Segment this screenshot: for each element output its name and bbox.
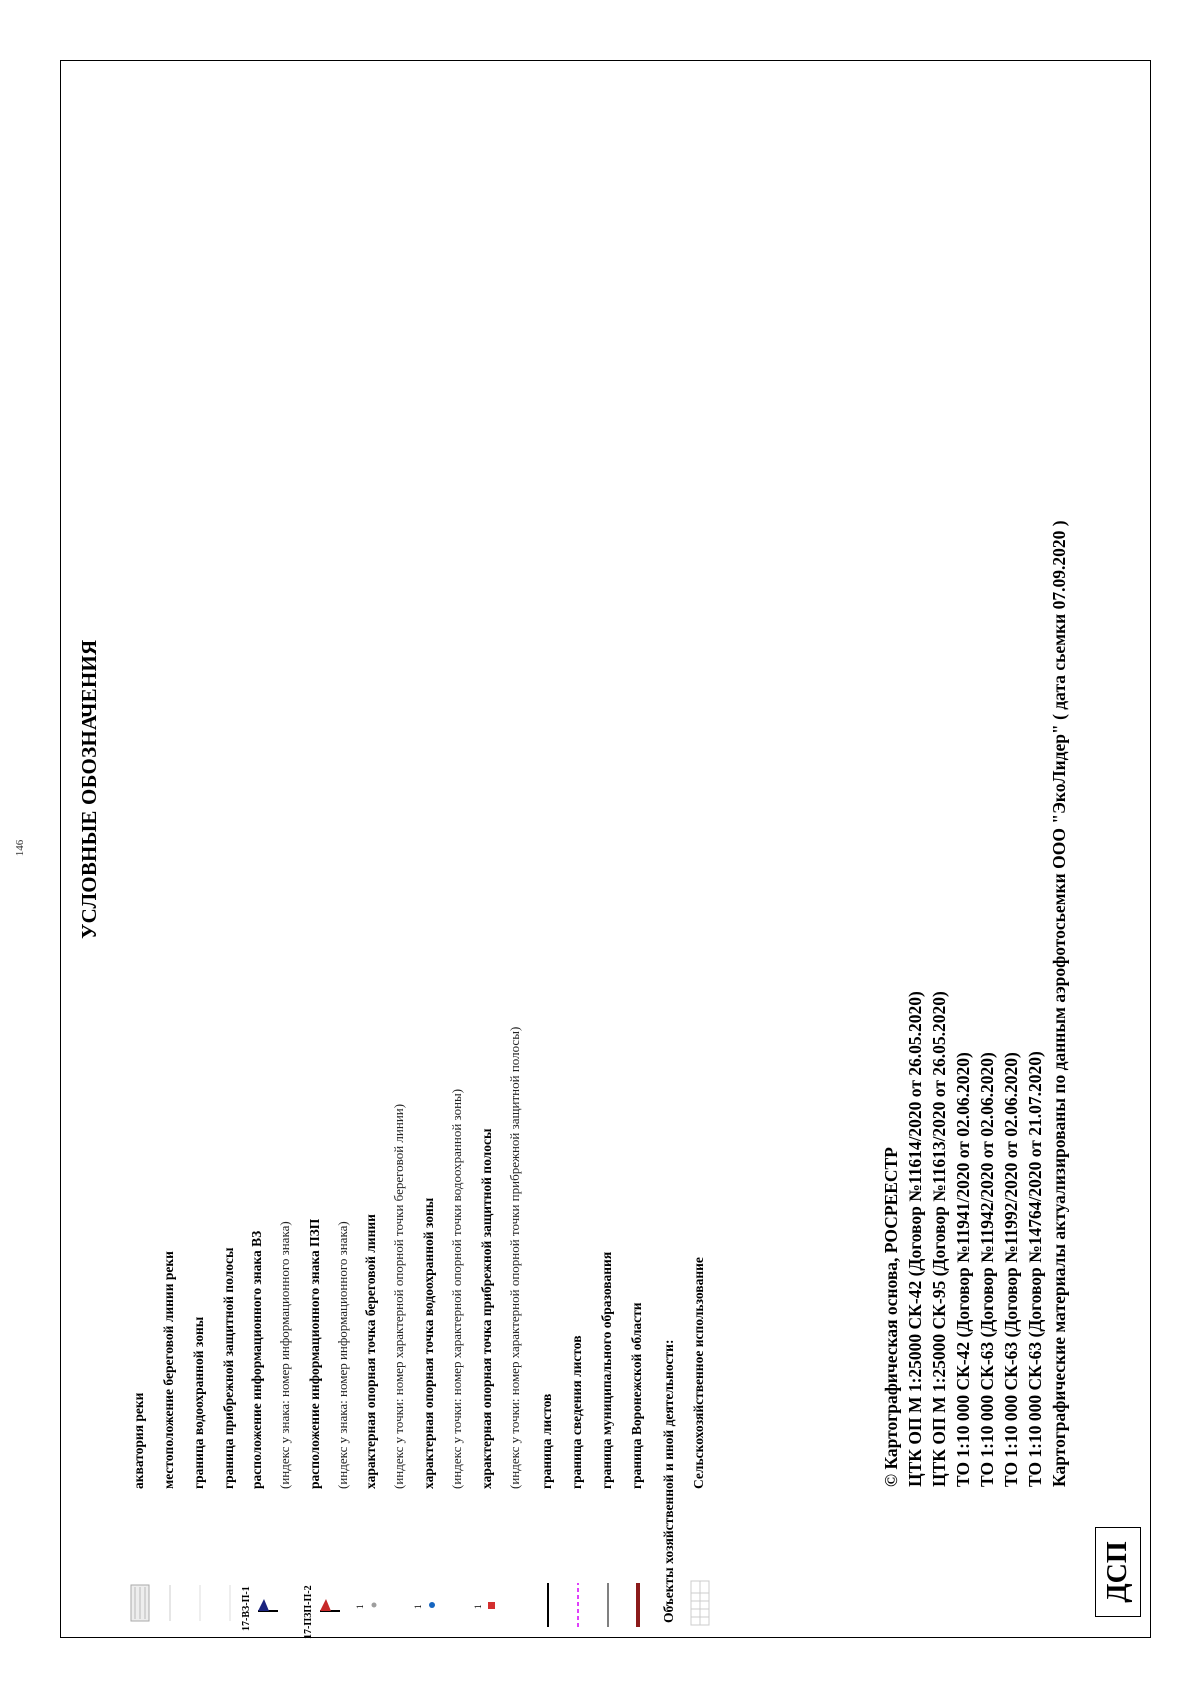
legend-title: УСЛОВНЫЕ ОБОЗНАЧЕНИЯ [77,639,101,939]
legend-label-sheet-junction: граница сведения листов [569,1335,584,1489]
legend-label-pzp-sign: расположение информационного знака ПЗП [307,1218,322,1489]
legend-label-vz-sign: расположение информационного знака ВЗ [249,1230,264,1489]
legend-sub-shoreline-point: (индекс у точки: номер характерной опорной точки береговой линии) [391,1103,406,1489]
dsp-stamp: ДСП [1095,1527,1141,1617]
credit-line-6: ТО 1:10 000 СК-63 (Договор №14764/2020 от 21.07.2020) [1025,1051,1045,1487]
water-protection-zone-boundary-icon [187,1523,213,1633]
sheet-boundary-line-icon [535,1523,561,1633]
legend-label-shoreline-point: характерная опорная точка береговой линии [363,1214,378,1489]
blue-point-icon [419,1523,445,1633]
legend-sub-vz-sign: (индекс у знака: номер информационного знака) [277,1221,292,1489]
legend-label-river-area: акватория реки [131,1392,146,1489]
legend-label-cps-point: характерная опорная точка прибрежной защитной полосы [479,1128,494,1489]
legend-sheet [61,61,1152,1639]
legend-sub-pzp-sign: (индекс у знака: номер информационного знака) [335,1221,350,1489]
credit-line-7: Картографические материалы актуализированы по данным аэрофотосьемки ООО "ЭкоЛидер" ( дата сьемки 07.09.2020 ) [1049,520,1069,1487]
economic-activity-section-header: Объекты хозяйственной и иной деятельности: [661,1339,676,1623]
cps-point-index: 1 [473,1604,483,1609]
credit-line-3: ТО 1:10 000 СК-42 (Договор №11941/2020 от 02.06.2020) [953,1052,973,1487]
credit-line-2: ЦТК ОП М 1:25000 СК-95 (Договор №11613/2020 от 26.05.2020) [929,991,949,1487]
pzp-sign-code: 17-ПЗП-П-2 [303,1585,314,1639]
credit-line-4: ТО 1:10 000 СК-63 (Договор №11942/2020 от 02.06.2020) [977,1052,997,1487]
municipal-boundary-line-icon [595,1523,621,1633]
legend-label-region-boundary: граница Воронежской области [629,1302,644,1489]
gray-point-icon [361,1523,387,1633]
red-flag-icon [317,1523,343,1633]
credit-line-0: © Картографическая основа, РОСРЕЕСТР [881,1147,901,1487]
legend-label-agricultural-use: Сельскохозяйственное использование [691,1257,706,1489]
vz-sign-code: 17-ВЗ-П-1 [241,1586,252,1631]
river-water-area-icon [127,1523,153,1633]
page-number: 146 [14,839,26,857]
credit-line-1: ЦТК ОП М 1:25000 СК-42 (Договор №11614/2020 от 26.05.2020) [905,991,925,1487]
sheet-junction-dashed-line-icon [565,1523,591,1633]
map-legend-frame [60,60,1151,1638]
shoreline-point-index: 1 [355,1604,365,1609]
shoreline-icon [157,1523,183,1633]
legend-label-cps-boundary: граница прибрежной защитной полосы [221,1247,236,1489]
legend-sub-wpz-point: (индекс у точки: номер характерной опорной точки водоохранной зоны) [449,1088,464,1489]
blue-flag-icon [255,1523,281,1633]
legend-label-municipal-boundary: граница муниципального образования [599,1251,614,1489]
legend-label-wpz-point: характерная опорная точка водоохранной зоны [421,1197,436,1489]
legend-sub-cps-point: (индекс у точки: номер характерной опорной точки прибрежной защитной полосы) [507,1026,522,1489]
voronezh-region-boundary-line-icon [625,1523,651,1633]
legend-label-wpz-boundary: граница водоохранной зоны [191,1316,206,1489]
red-square-point-icon [479,1523,505,1633]
legend-label-sheet-boundary: граница листов [539,1393,554,1489]
wpz-point-index: 1 [413,1604,423,1609]
legend-label-shoreline: местоположение береговой линии реки [161,1251,176,1489]
coastal-protection-strip-boundary-icon [217,1523,243,1633]
agricultural-use-hatch-icon [687,1523,713,1633]
credit-line-5: ТО 1:10 000 СК-63 (Договор №11992/2020 от 02.06.2020) [1001,1052,1021,1487]
